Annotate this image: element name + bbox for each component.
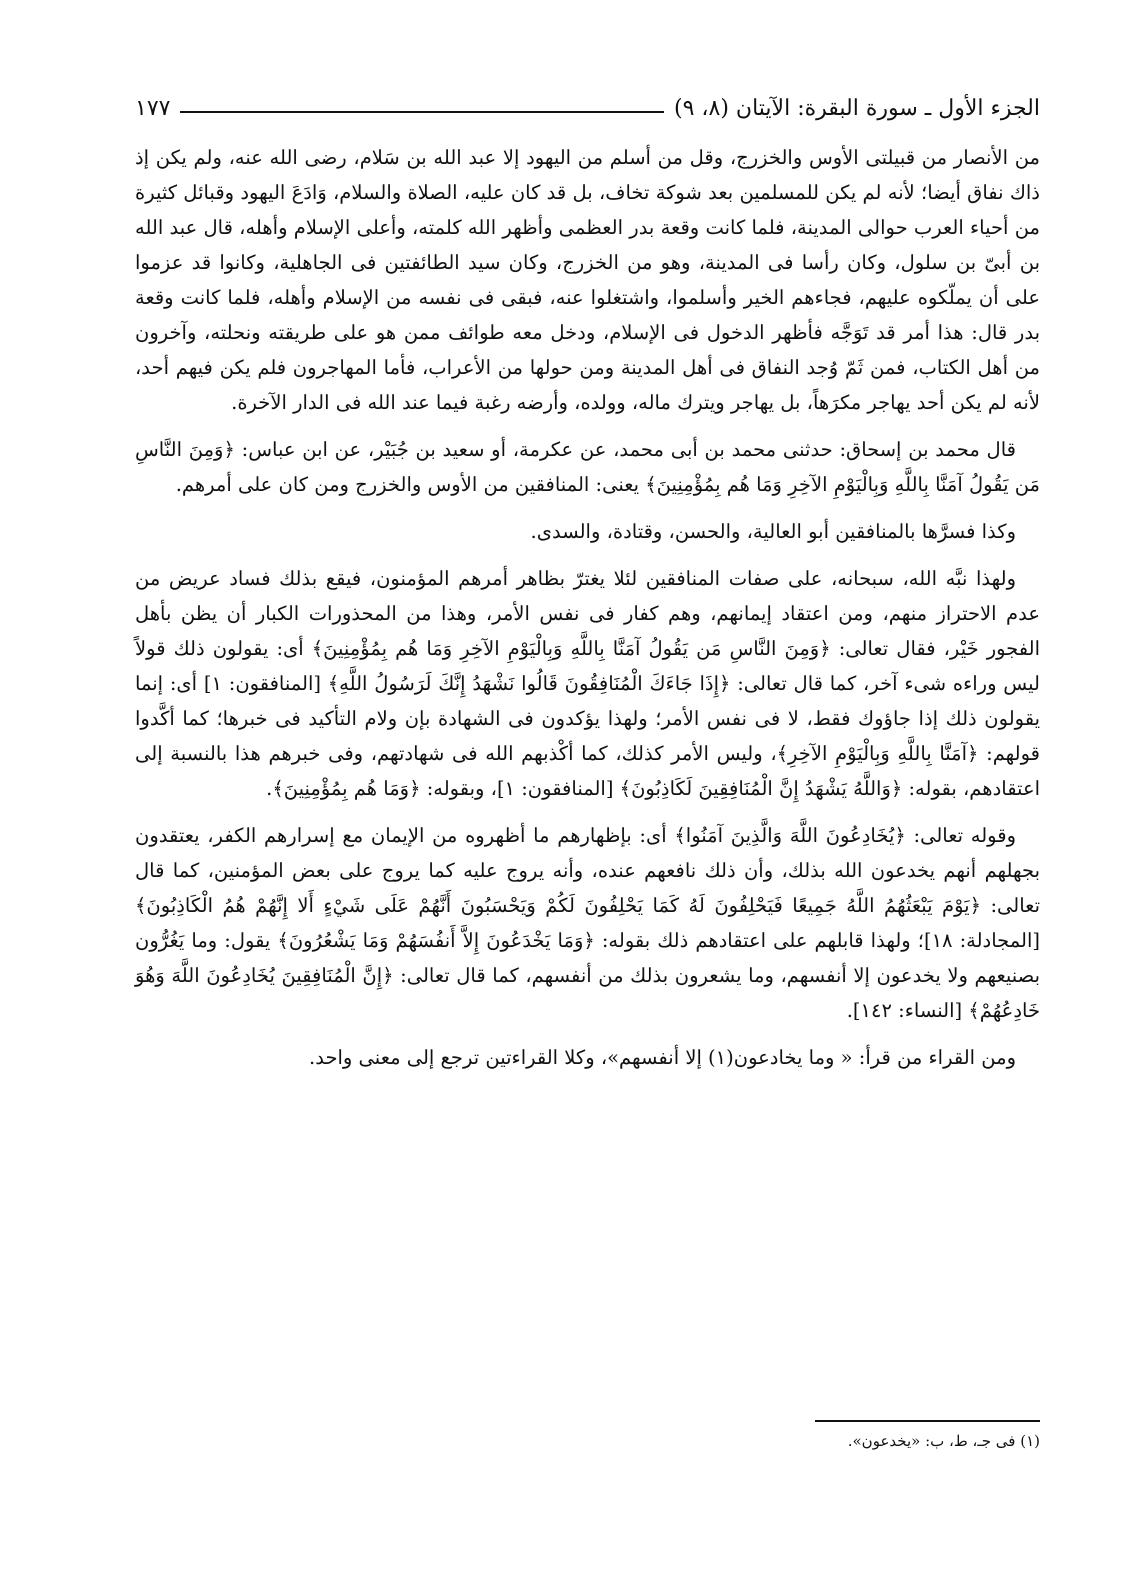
running-header xyxy=(135,88,1040,128)
footnote-rule xyxy=(815,1420,1040,1422)
page-body xyxy=(135,140,1040,1087)
paragraph: ولهذا نبَّه الله، سبحانه، على صفات المنافقين لئلا يغترّ بظاهر أمرهم المؤمنون، فيقع بذلك فساد عريض من عدم الاحتراز منهم، ومن اعتقاد إيمانهم، وهم كفار فى نفس الأمر، وهذا من المحذورات الكبار أن يظن بأهل الفجور خَيْر، فقال تعالى: ﴿وَمِنَ النَّاسِ مَن يَقُولُ آمَنَّا بِاللَّهِ وَبِالْيَوْمِ الآخِرِ وَمَا هُم بِمُؤْمِنِينَ﴾ أى: يقولون ذلك قولاً ليس وراءه شىء آخر، كما قال تعالى: ﴿إِذَا جَاءَكَ الْمُنَافِقُونَ قَالُوا نَشْهَدُ إِنَّكَ لَرَسُولُ اللَّهِ﴾ [المنافقون: ١] أى: إنما يقولون ذلك إذا جاؤوك فقط، لا فى نفس الأمر؛ ولهذا يؤكدون فى الشهادة بإن ولام التأكيد فى خبرها؛ كما أكَّدوا قولهم: ﴿آمَنَّا بِاللَّهِ وَبِالْيَوْمِ الآخِرِ﴾، وليس الأمر كذلك، كما أكْذبهم الله فى شهادتهم، وفى خبرهم هذا بالنسبة إلى اعتقادهم، بقوله: ﴿وَاللَّهُ يَشْهَدُ إِنَّ الْمُنَافِقِينَ لَكَاذِبُونَ﴾ [المنافقون: ١]، وبقوله: ﴿وَمَا هُم بِمُؤْمِنِينَ﴾. xyxy=(135,567,1040,800)
page-number: ١٧٧ xyxy=(135,95,171,121)
paragraph: وقوله تعالى: ﴿يُخَادِعُونَ اللَّهَ وَالَّذِينَ آمَنُوا﴾ أى: بإظهارهم ما أظهروه من الإيمان مع إسرارهم الكفر، يعتقدون بجهلهم أنهم يخدعون الله بذلك، وأن ذلك نافعهم عنده، وأنه يروج عليه كما يروج على بعض المؤمنين، كما قال تعالى: ﴿يَوْمَ يَبْعَثُهُمُ اللَّهُ جَمِيعًا فَيَحْلِفُونَ لَهُ كَمَا يَحْلِفُونَ لَكُمْ وَيَحْسَبُونَ أَنَّهُمْ عَلَى شَيْءٍ أَلا إِنَّهُمْ هُمُ الْكَاذِبُونَ﴾ [المجادلة: ١٨]؛ ولهذا قابلهم على اعتقادهم ذلك بقوله: ﴿وَمَا يَخْدَعُونَ إِلاَّ أَنفُسَهُمْ وَمَا يَشْعُرُونَ﴾ يقول: وما يَغُرُّون بصنيعهم ولا يخدعون إلا أنفسهم، وما يشعرون بذلك من أنفسهم، كما قال تعالى: ﴿إِنَّ الْمُنَافِقِينَ يُخَادِعُونَ اللَّهَ وَهُوَ خَادِعُهُمْ﴾ [النساء: ١٤٢]. xyxy=(135,824,1040,1022)
header-title: الجزء الأول ـ سورة البقرة: الآيتان (٨، ٩) xyxy=(674,95,1040,121)
paragraph: من الأنصار من قبيلتى الأوس والخزرج، وقل من أسلم من اليهود إلا عبد الله بن سَلام، رضى الله عنه، ولم يكن إذ ذاك نفاق أيضا؛ لأنه لم يكن للمسلمين بعد شوكة تخاف، بل قد كان عليه، الصلاة والسلام، وَادَعَ اليهود وقبائل كثيرة من أحياء العرب حوالى المدينة، فلما كانت وقعة بدر العظمى وأظهر الله كلمته، وأعلى الإسلام وأهله، قال عبد الله بن أبىّ بن سلول، وكان رأسا فى المدينة، وهو من الخزرج، وكان سيد الطائفتين فى الجاهلية، وكانوا قد عزموا على أن يملّكوه عليهم، فجاءهم الخير وأسلموا، واشتغلوا عنه، فبقى فى نفسه من الإسلام وأهله، فلما كانت وقعة بدر قال: هذا أمر قد تَوَجَّه فأظهر الدخول فى الإسلام، ودخل معه طوائف ممن هو على طريقته ونحلته، وآخرون من أهل الكتاب، فمن ثَمّ وُجد النفاق فى أهل المدينة ومن حولها من الأعراب، فأما المهاجرون فلم يكن فيهم أحد، لأنه لم يكن أحد يهاجر مكرَهاً، بل يهاجر ويترك ماله، وولده، وأرضه رغبة فيما عند الله فى الدار الآخرة. xyxy=(135,146,1040,414)
footnote: (١) فى جـ، ط، ب: «يخدعون». xyxy=(847,1432,1040,1450)
paragraph: قال محمد بن إسحاق: حدثنى محمد بن أبى محمد، عن عكرمة، أو سعيد بن جُبَيْر، عن ابن عباس: ﴿وَمِنَ النَّاسِ مَن يَقُولُ آمَنَّا بِاللَّهِ وَبِالْيَوْمِ الآخِرِ وَمَا هُم بِمُؤْمِنِينَ﴾ يعنى: المنافقين من الأوس والخزرج ومن كان على أمرهم. xyxy=(135,438,1040,496)
paragraph: ومن القراء من قرأ: « وما يخادعون(١) إلا أنفسهم»، وكلا القراءتين ترجع إلى معنى واحد. xyxy=(309,1046,1016,1069)
paragraph: وكذا فسرَّها بالمنافقين أبو العالية، والحسن، وقتادة، والسدى. xyxy=(530,520,1016,543)
header-rule xyxy=(180,111,664,113)
